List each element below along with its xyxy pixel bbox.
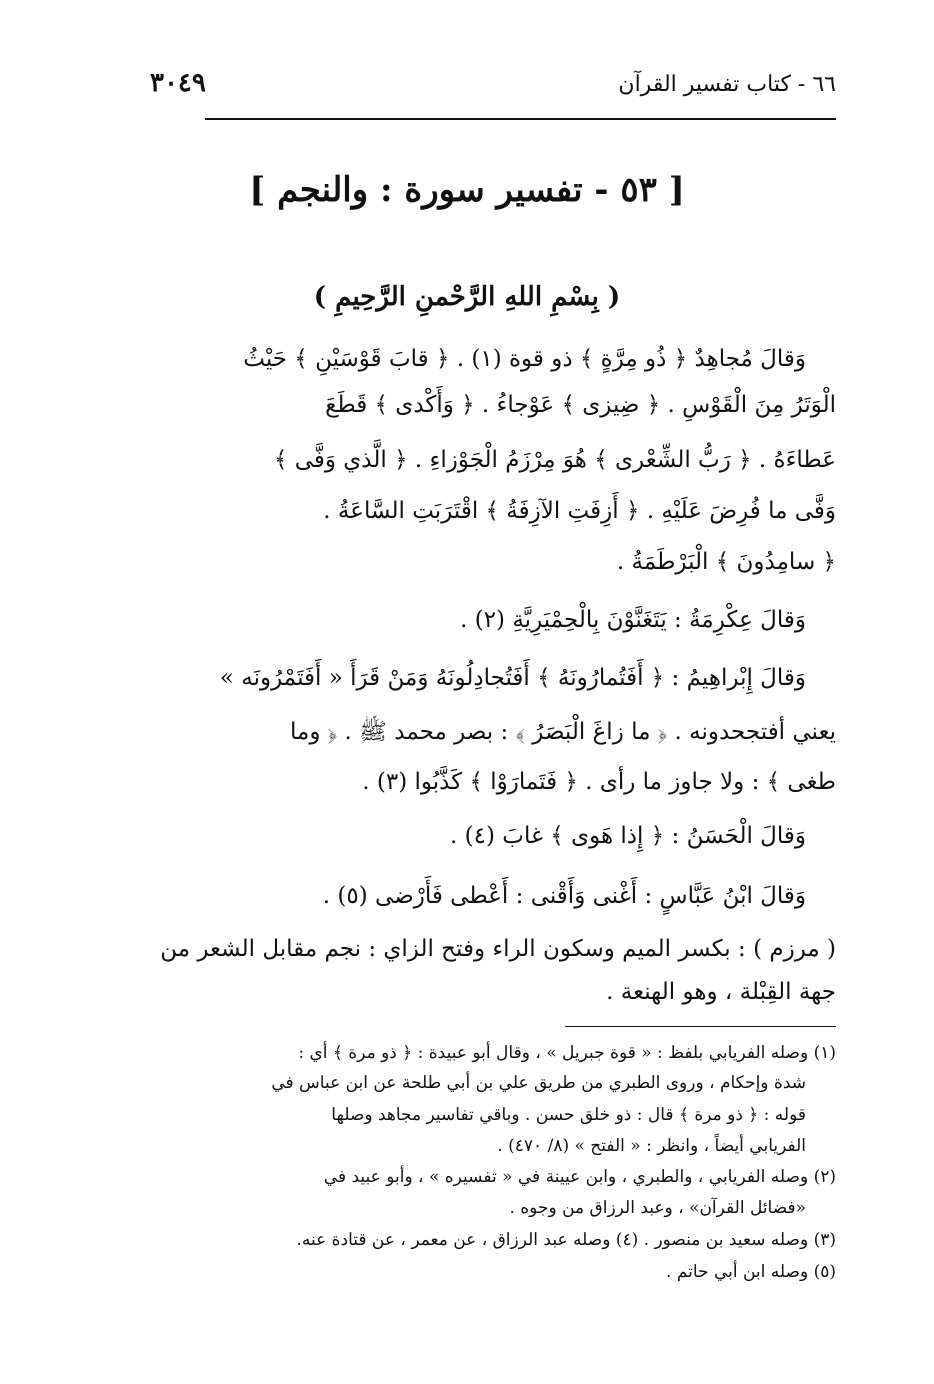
footnote-line: شدة وإحكام ، وروى الطبري من طريق علي بن أبي طلحة عن ابن عباس في <box>271 1073 806 1093</box>
footnote-line: قوله : ﴿ ذو مرة ﴾ قال : ذو خلق حسن . وباقي تفاسير مجاهد وصلها <box>331 1105 806 1125</box>
footnote-line: (٢) وصله الفريابي ، والطبري ، وابن عيينة في « تفسيره » ، وأبو عبيد في <box>323 1167 836 1187</box>
body-line: وَقالَ ابْنُ عَبَّاسٍ : أَغْنى وَأَقْنى : أَعْطى فَأَرْضى (٥) . <box>322 883 806 909</box>
body-line: طغى ﴾ : ولا جاوز ما رأى . ﴿ فَتَمارَوْا ﴾ كَذَّبُوا (٣) . <box>362 769 836 795</box>
running-title: ٦٦ - كتاب تفسير القرآن <box>618 72 836 97</box>
body-line: وَقالَ مُجاهِدٌ ﴿ ذُو مِرَّةٍ ﴾ ذو قوة (١) . ﴿ قابَ قَوْسَيْنِ ﴾ حَيْثُ <box>243 346 806 372</box>
footnote-line: «فضائل القرآن» ، وعبد الرزاق من وجوه . <box>509 1198 806 1218</box>
footnote-line: الفريابي أيضاً ، وانظر : « الفتح » (٨/ ٤٧٠) . <box>497 1136 806 1156</box>
body-line: جهة القِبْلة ، وهو الهنعة . <box>606 979 836 1005</box>
body-line: الْوَتَرُ مِنَ الْقَوْسِ . ﴿ ضِيزى ﴾ عَوْجاءُ . ﴿ وَأَكْدى ﴾ قَطَعَ <box>325 392 836 418</box>
body-line: وَفَّى ما فُرِضَ عَلَيْهِ . ﴿ أَزِفَتِ الآزِفَةُ ﴾ اقْتَرَبَتِ السَّاعَةُ . <box>323 498 836 524</box>
body-line: وَقالَ إِبْراهِيمُ : ﴿ أَفَتُمارُونَهُ ﴾ أَفَتُجادِلُونَهُ وَمَنْ قَرَأَ « أَفَتَمْرُونَه » <box>219 665 806 691</box>
header-rule <box>205 118 836 120</box>
surah-title: [ ٥٣ - تفسير سورة : والنجم ] <box>249 170 685 210</box>
body-line: ( مرزم ) : بكسر الميم وسكون الراء وفتح الزاي : نجم مقابل الشعر من <box>160 936 836 962</box>
body-line: عَطاءَهُ . ﴿ رَبُّ الشِّعْرى ﴾ هُوَ مِرْزَمُ الْجَوْزاءِ . ﴿ الَّذي وَفَّى ﴾ <box>273 447 836 473</box>
footnote-line: (٥) وصله ابن أبي حاتم . <box>666 1262 836 1282</box>
footnote-line: (٣) وصله سعيد بن منصور . (٤) وصله عبد الرزاق ، عن معمر ، عن قتادة عنه. <box>296 1230 836 1250</box>
body-line: وَقالَ الْحَسَنُ : ﴿ إِذا هَوى ﴾ غابَ (٤) . <box>450 823 806 849</box>
running-header <box>150 68 836 114</box>
footnote-line: (١) وصله الفريابي بلفظ : « قوة جبريل » ، وقال أبو عبيدة : ﴿ ذو مرة ﴾ أي : <box>298 1043 836 1063</box>
body-line: يعني أفتجحدونه . ﴿ ما زاغَ الْبَصَرُ ﴾ : بصر محمد ﷺ . ﴿ وما <box>290 719 836 745</box>
body-line: وَقالَ عِكْرِمَةُ : يَتَغَنَّوْنَ بِالْحِمْيَرِيَّةِ (٢) . <box>460 607 806 633</box>
footnote-rule <box>565 1026 836 1027</box>
basmala: ( بِسْمِ اللهِ الرَّحْمنِ الرَّحِيمِ ) <box>313 282 621 312</box>
body-line: ﴿ سامِدُونَ ﴾ الْبَرْطَمَةُ . <box>616 549 836 575</box>
page-number: ٣٠٤٩ <box>150 68 206 98</box>
